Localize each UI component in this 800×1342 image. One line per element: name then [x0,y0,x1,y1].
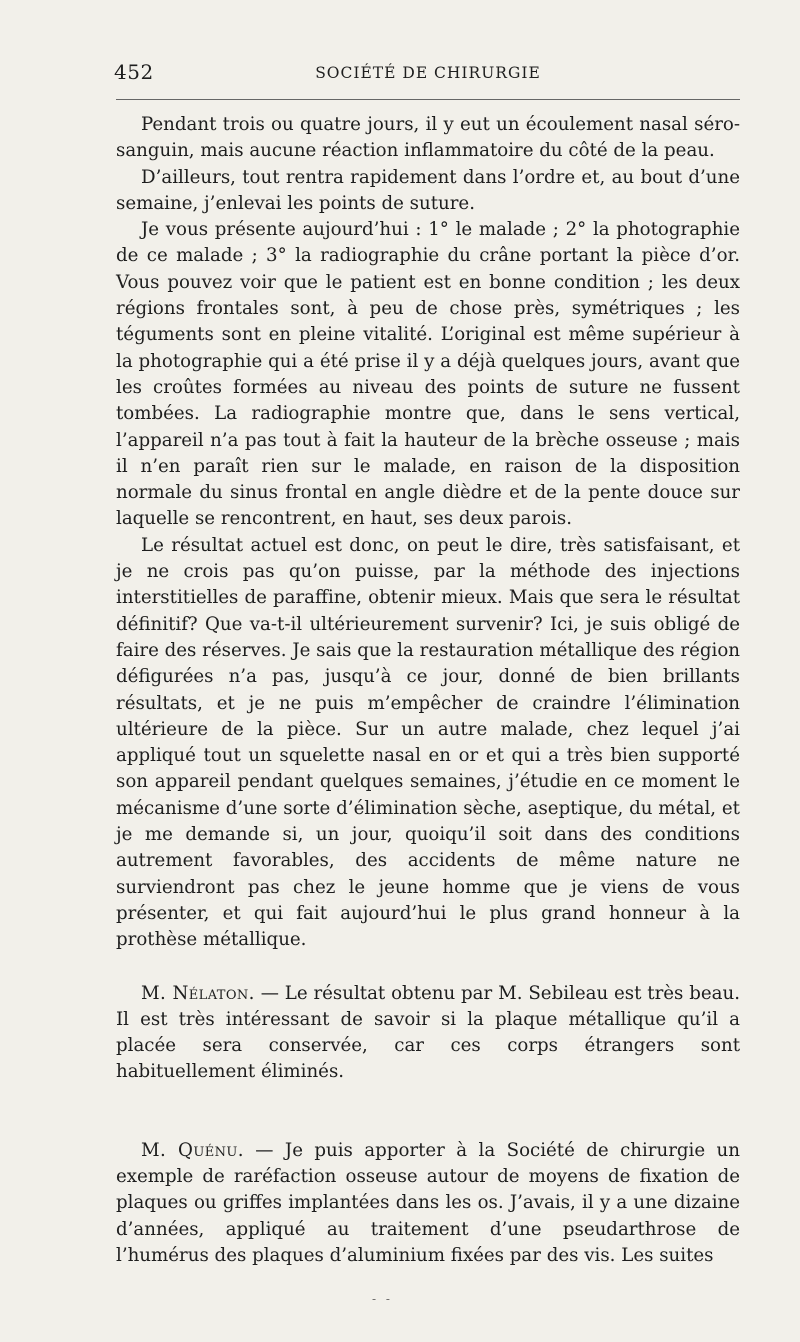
speaker-nelaton: M. Nélaton. [141,982,255,1004]
section-gap-2 [116,1086,740,1138]
intervention-nelaton [116,981,740,1086]
header-divider [116,99,740,100]
paragraph-4: Le résultat actuel est donc, on peut le dire, très satisfaisant, et je ne crois pas qu’on puisse, par la méthode des injections interstitielles de paraffine, obtenir mieux. Mais que sera le résultat définitif? Que va-t-il ultérieurement survenir? Ici, je suis obligé de faire des réserves. Je sais que la restauration métallique des région défigurées n’a pas, jusqu’à ce jour, donné de bien brillants résultats, et je ne puis m’empêcher de craindre l’élimination ultérieure de la pièce. Sur un autre malade, chez lequel j’ai appliqué tout un squelette nasal en or et qui a très bien supporté son appareil pendant quelques semaines, j’étudie en ce moment le mécanisme d’une sorte d’élimination sèche, aseptique, du métal, et je me demande si, un jour, quoiqu’il soit dans des conditions autrement favorables, des accidents de même nature ne surviendront pas chez le jeune homme que je viens de vous présenter, et qui fait aujourd’hui le plus grand honneur à la prothèse métallique. [116,534,740,951]
section-gap-1 [116,954,740,981]
page-bottom-mark: - - [372,1292,393,1306]
page-header [114,58,742,88]
speaker-quenu: M. Quénu. [141,1139,244,1161]
intervention-quenu [116,1138,740,1269]
intervention-quenu-text: — Je puis apporter à la Société de chirurgie un exemple de raréfaction osseuse autour de moyens de fixation de plaques ou griffes implantées dans les os. J’avais, il y a une dizaine d’années, appliqué au traitement d’une pseudarthrose de l’humérus des plaques d’aluminium fixées par des vis. Les suites [116,1139,740,1266]
paragraph-2: D’ailleurs, tout rentra rapidement dans l’ordre et, au bout d’une semaine, j’enlevai les points de suture. [116,166,740,214]
intervention-nelaton-text: — Le résultat obtenu par M. Sebileau est très beau. Il est très intéressant de savoir si la plaque métallique qu’il a placée sera conservée, car ces corps étrangers sont habituellement éliminés. [116,982,740,1083]
page-number: 452 [114,60,154,84]
paragraph-3: Je vous présente aujourd’hui : 1° le malade ; 2° la photographie de ce malade ; 3° la radiographie du crâne portant la pièce d’or. Vous pouvez voir que le patient est en bonne condition ; les deux régions frontales sont, à peu de chose près, symétriques ; les téguments sont en pleine vitalité. L’original est même supérieur à la photographie qui a été prise il y a déjà quelques jours, avant que les croûtes formées au niveau des points de suture ne fussent tombées. La radiographie montre que, dans le sens vertical, l’appareil n’a pas tout à fait la hauteur de la brèche osseuse ; mais il n’en paraît rien sur le malade, en raison de la disposition normale du sinus frontal en angle dièdre et de la pente douce sur laquelle se rencontrent, en haut, ses deux parois. [116,219,740,530]
body-text [116,112,740,1269]
running-title: SOCIÉTÉ DE CHIRURGIE [315,64,541,82]
paragraph-1: Pendant trois ou quatre jours, il y eut un écoulement nasal séro-sanguin, mais aucune réaction inflammatoire du côté de la peau. [116,114,740,162]
